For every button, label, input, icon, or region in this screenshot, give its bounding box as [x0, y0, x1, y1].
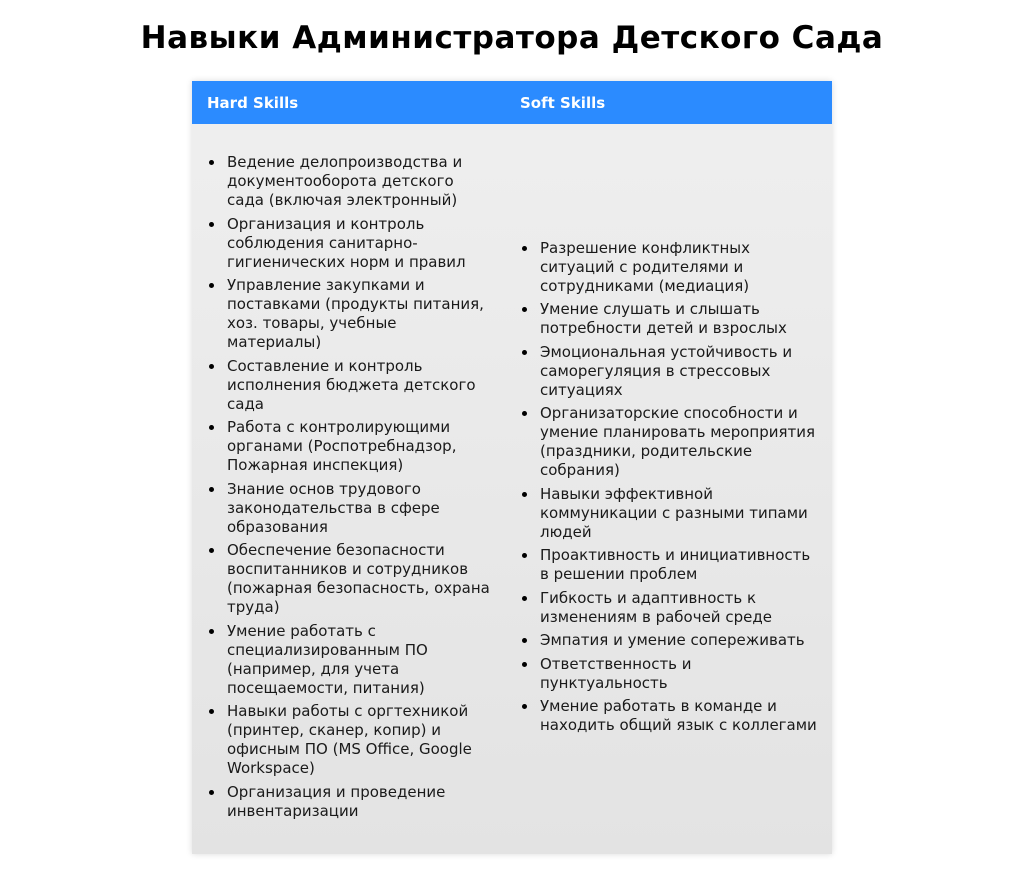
list-item: Управление закупками и поставками (продукты питания, хоз. товары, учебные материалы)	[207, 276, 495, 352]
soft-skills-column	[505, 124, 832, 854]
header-soft-skills: Soft Skills	[520, 93, 606, 112]
header-hard-skills: Hard Skills	[207, 93, 299, 112]
list-item: Работа с контролирующими органами (Роспотребнадзор, Пожарная инспекция)	[207, 418, 495, 475]
list-item: Проактивность и инициативность в решении проблем	[520, 546, 822, 584]
list-item: Организаторские способности и умение планировать мероприятия (праздники, родительские собрания)	[520, 404, 822, 480]
soft-skills-list	[520, 239, 822, 740]
table-header	[192, 81, 832, 124]
list-item: Эмоциональная устойчивость и саморегуляция в стрессовых ситуациях	[520, 343, 822, 400]
list-item: Ответственность и пунктуальность	[520, 655, 822, 693]
list-item: Организация и проведение инвентаризации	[207, 783, 495, 821]
list-item: Ведение делопроизводства и документооборота детского сада (включая электронный)	[207, 153, 495, 210]
hard-skills-column	[192, 124, 505, 854]
list-item: Знание основ трудового законодательства в сфере образования	[207, 480, 495, 537]
list-item: Обеспечение безопасности воспитанников и сотрудников (пожарная безопасность, охрана труда)	[207, 541, 495, 617]
list-item: Умение работать в команде и находить общий язык с коллегами	[520, 697, 822, 735]
list-item: Гибкость и адаптивность к изменениям в рабочей среде	[520, 589, 822, 627]
page-title: Навыки Администратора Детского Сада	[140, 20, 884, 56]
list-item: Эмпатия и умение сопереживать	[520, 631, 822, 650]
list-item: Разрешение конфликтных ситуаций с родителями и сотрудниками (медиация)	[520, 239, 822, 296]
list-item: Составление и контроль исполнения бюджета детского сада	[207, 357, 495, 414]
list-item: Навыки работы с оргтехникой (принтер, сканер, копир) и офисным ПО (MS Office, Google Workspace)	[207, 702, 495, 778]
list-item: Умение работать с специализированным ПО (например, для учета посещаемости, питания)	[207, 622, 495, 698]
hard-skills-list	[207, 153, 495, 825]
list-item: Навыки эффективной коммуникации с разными типами людей	[520, 485, 822, 542]
skills-table	[192, 81, 832, 854]
list-item: Умение слушать и слышать потребности детей и взрослых	[520, 300, 822, 338]
table-body	[192, 124, 832, 854]
list-item: Организация и контроль соблюдения санитарно-гигиенических норм и правил	[207, 215, 495, 272]
